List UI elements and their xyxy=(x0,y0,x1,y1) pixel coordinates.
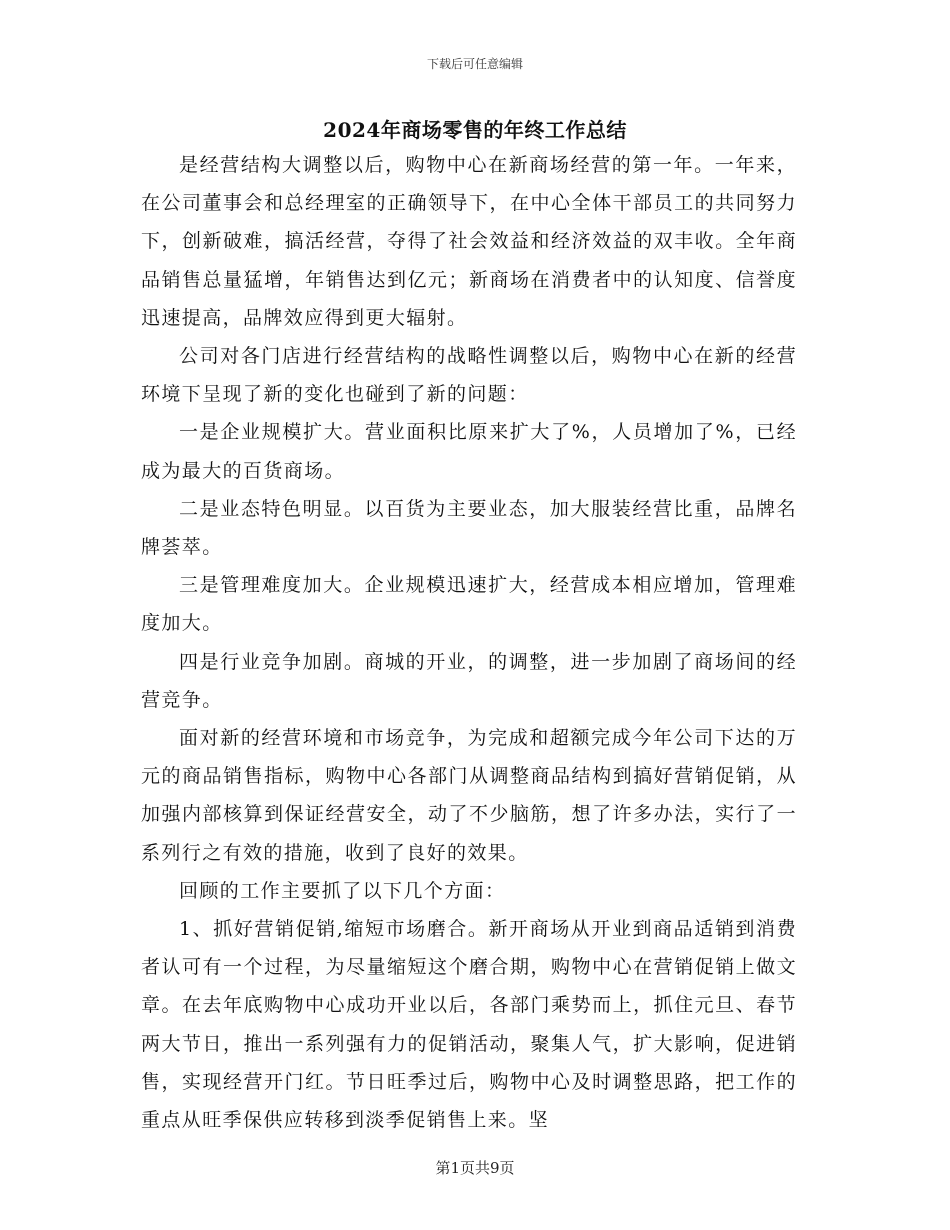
paragraph: 一是企业规模扩大。营业面积比原来扩大了%，人员增加了%，已经成为最大的百货商场。 xyxy=(141,421,797,482)
paragraph: 四是行业竞争加剧。商城的开业，的调整，进一步加剧了商场间的经营竞争。 xyxy=(141,650,797,711)
paragraph: 1、抓好营销促销,缩短市场磨合。新开商场从开业到商品适销到消费者认可有一个过程，为尽量缩短这个磨合期，购物中心在营销促销上做文章。在去年底购物中心成功开业以后，各部门乘势而上，抓住元旦、春节两大节日，推出一系列强有力的促销活动，聚集人气，扩大影响，促进销售，实现经营开门红。节日旺季过后，购物中心及时调整思路，把工作的重点从旺季保供应转移到淡季促销售上来。坚 xyxy=(141,918,797,1132)
paragraph: 二是业态特色明显。以百货为主要业态，加大服装经营比重，品牌名牌荟萃。 xyxy=(141,497,797,559)
paragraph: 面对新的经营环境和市场竞争，为完成和超额完成今年公司下达的万元的商品销售指标，购物中心各部门从调整商品结构到搞好营销促销，从加强内部核算到保证经营安全，动了不少脑筋，想了许多办法，实行了一系列行之有效的措施，收到了良好的效果。 xyxy=(141,727,797,864)
paragraph: 回顾的工作主要抓了以下几个方面： xyxy=(179,879,506,902)
document-body xyxy=(141,146,797,1139)
header-note: 下载后可任意编辑 xyxy=(426,57,523,71)
paragraph: 公司对各门店进行经营结构的战略性调整以后，购物中心在新的经营环境下呈现了新的变化也碰到了新的问题： xyxy=(141,345,797,406)
page-number: 第1页共9页 xyxy=(435,1159,515,1177)
paragraph: 三是管理难度加大。企业规模迅速扩大，经营成本相应增加，管理难度加大。 xyxy=(141,574,797,635)
paragraph: 是经营结构大调整以后，购物中心在新商场经营的第一年。一年来，在公司董事会和总经理室的正确领导下，在中心全体干部员工的共同努力下，创新破难，搞活经营，夺得了社会效益和经济效益的双丰收。全年商品销售总量猛增，年销售达到亿元；新商场在消费者中的认知度、信誉度迅速提高，品牌效应得到更大辐射。 xyxy=(141,154,797,329)
document-title: 2024年商场零售的年终工作总结 xyxy=(323,118,627,142)
